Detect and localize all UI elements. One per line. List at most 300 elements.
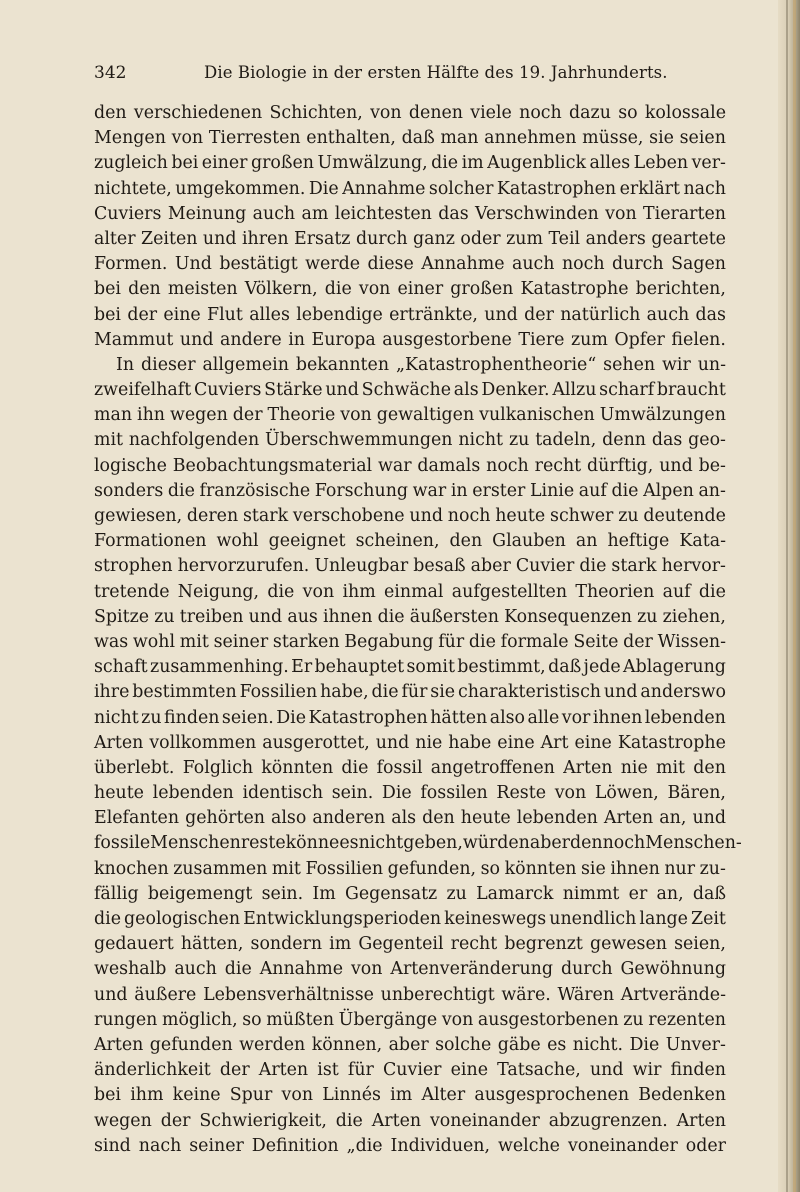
- word: vulkanischen: [479, 405, 595, 426]
- word: Im: [312, 883, 336, 904]
- word: Schichten,: [269, 103, 363, 123]
- word: scheinen,: [355, 531, 440, 552]
- word: deren: [186, 506, 239, 526]
- word: war: [377, 455, 412, 476]
- text-line: [94, 328, 726, 353]
- text-line: [94, 731, 726, 756]
- word: Völkern,: [244, 279, 318, 300]
- word: zu: [618, 506, 639, 526]
- text-line: [94, 580, 726, 605]
- word: lebenden: [516, 808, 598, 829]
- word: auch: [252, 203, 296, 224]
- word: Neigung,: [177, 581, 260, 602]
- word: welche: [498, 1135, 560, 1156]
- word: nur: [664, 858, 696, 879]
- word: ziehen,: [662, 606, 726, 627]
- word: nie: [415, 732, 443, 753]
- word: schwer: [550, 506, 614, 526]
- word: gäbe: [497, 1034, 541, 1055]
- word: anderswo: [640, 682, 726, 703]
- word: kolossale: [644, 103, 726, 123]
- word: sehen: [603, 354, 656, 375]
- word: abzugrenzen.: [548, 1110, 668, 1131]
- word: Arten: [371, 1110, 422, 1131]
- word: und: [325, 380, 359, 401]
- word: aus: [287, 606, 318, 627]
- word: von: [358, 279, 391, 300]
- word: eine: [450, 1060, 488, 1081]
- word: Bären,: [667, 783, 726, 804]
- word: Menschenreste: [150, 833, 286, 854]
- word: am: [301, 203, 329, 224]
- word: Die: [381, 783, 412, 804]
- word: ertränkte,: [389, 304, 478, 325]
- word: damals: [417, 455, 481, 476]
- word: sein.: [331, 783, 374, 804]
- word: könnten: [261, 757, 334, 778]
- text-line: [94, 126, 726, 151]
- word: finden: [164, 707, 220, 728]
- word: starken: [272, 631, 340, 652]
- word: Ablagerung: [623, 657, 726, 678]
- word: Arten: [563, 757, 613, 778]
- word: nachfolgenden: [128, 430, 260, 451]
- word: die: [468, 631, 496, 652]
- word: ausgestorbenen: [477, 1009, 619, 1030]
- word: Spitze: [94, 606, 150, 627]
- word: Formen.: [94, 254, 168, 275]
- word: noch: [447, 506, 491, 526]
- text-line: [94, 957, 726, 982]
- word: also: [271, 808, 307, 829]
- word: zusammenhing.: [150, 657, 289, 678]
- word: bekannten: [295, 354, 390, 375]
- word: ganz: [413, 228, 455, 249]
- word: nicht: [94, 707, 139, 728]
- word: dazu: [569, 103, 611, 123]
- word: die: [377, 606, 405, 627]
- word: Fossilien: [305, 858, 384, 879]
- word: unendlich: [549, 909, 637, 929]
- word: braucht: [656, 380, 726, 401]
- word: und: [603, 682, 638, 703]
- word: alle: [527, 707, 560, 728]
- page-number: 342: [94, 63, 127, 83]
- word: Begabung: [344, 631, 434, 652]
- word: gefunden: [149, 1034, 233, 1055]
- word: er: [628, 883, 648, 904]
- word: Arten: [676, 1110, 726, 1131]
- word: Schwierigkeit,: [199, 1110, 327, 1131]
- word: geeignet: [268, 531, 346, 552]
- word: annehmen: [484, 128, 577, 149]
- word: Elefanten: [94, 808, 180, 829]
- word: dieser: [141, 354, 196, 375]
- word: seien.: [221, 707, 274, 728]
- text-line: [94, 454, 726, 479]
- word: nach: [683, 178, 726, 199]
- word: nicht.: [572, 1034, 624, 1055]
- word: vor: [561, 707, 591, 728]
- word: somit: [406, 657, 455, 678]
- word: wohl: [216, 531, 259, 552]
- word: voneinander: [429, 1110, 540, 1131]
- word: viele: [470, 103, 512, 123]
- word: dennoch: [569, 833, 646, 854]
- word: können,: [311, 1034, 383, 1055]
- text-line: [94, 882, 726, 907]
- text-line: [94, 277, 726, 302]
- word: zu: [141, 707, 162, 728]
- word: zugleich: [94, 153, 168, 174]
- word: großen: [250, 153, 314, 174]
- text-line: [94, 605, 726, 630]
- word: rezenten: [648, 1009, 726, 1030]
- word: Folglich: [182, 757, 254, 778]
- word: treiben: [179, 606, 244, 627]
- word: ihn: [137, 405, 166, 426]
- word: verschobene: [292, 506, 405, 526]
- word: als: [391, 808, 417, 829]
- word: wir: [632, 1060, 662, 1081]
- word: es: [339, 833, 359, 854]
- word: dürftig,: [587, 455, 654, 476]
- word: als: [453, 380, 479, 401]
- text-line: [94, 655, 726, 680]
- word: von: [441, 1009, 474, 1030]
- word: behauptet: [314, 657, 405, 678]
- word: hervor-: [661, 556, 726, 577]
- text-line: [94, 504, 726, 529]
- word: anderen: [312, 808, 386, 829]
- word: fossil: [376, 757, 423, 778]
- text-line: [94, 554, 726, 579]
- word: anders: [585, 228, 646, 249]
- word: un-: [697, 354, 726, 375]
- text-line: [94, 706, 726, 731]
- word: Katastrophe: [520, 279, 629, 300]
- text-line: [94, 1083, 726, 1108]
- word: die: [579, 556, 607, 577]
- text-line: [94, 781, 726, 806]
- word: zu: [154, 606, 175, 627]
- word: sondern: [250, 934, 323, 955]
- word: erklärt: [619, 178, 680, 199]
- text-line: [94, 177, 726, 202]
- word: wegen: [170, 405, 228, 426]
- word: be-: [698, 455, 726, 476]
- word: keineswegs: [444, 909, 547, 929]
- word: ihnen: [322, 606, 373, 627]
- word: angetroffenen: [430, 757, 555, 778]
- word: heftige: [607, 531, 670, 552]
- word: gedauert: [94, 934, 174, 955]
- word: Flut: [207, 304, 243, 325]
- word: es: [547, 1034, 567, 1055]
- word: Tatsache,: [497, 1060, 581, 1081]
- word: diese: [367, 254, 414, 275]
- word: werden: [239, 1034, 306, 1055]
- word: enthalten,: [306, 128, 396, 149]
- word: die: [335, 1110, 363, 1131]
- word: Formationen: [94, 531, 207, 552]
- word: Alter: [421, 1085, 466, 1106]
- word: sonders: [94, 480, 164, 501]
- word: so: [618, 103, 638, 123]
- word: mit: [655, 757, 686, 778]
- word: fielen.: [671, 329, 726, 350]
- word: Linie: [530, 480, 575, 501]
- word: zu: [446, 883, 467, 904]
- word: Sagen: [671, 254, 726, 275]
- word: Gewöhnung: [620, 959, 726, 980]
- word: einer: [201, 153, 248, 174]
- word: möglich,: [161, 1009, 238, 1030]
- word: Katastrophen: [308, 707, 428, 728]
- word: französische: [199, 480, 311, 501]
- word: heute: [94, 783, 144, 804]
- word: meisten: [167, 279, 238, 300]
- text-line: [94, 1109, 726, 1134]
- text-line: [94, 831, 742, 856]
- text-line: [94, 630, 726, 655]
- word: voneinander: [567, 1135, 678, 1156]
- word: verschiedenen: [133, 103, 263, 123]
- word: berichten,: [635, 279, 726, 300]
- word: Seite: [573, 631, 619, 652]
- word: die: [167, 480, 195, 501]
- word: mit: [94, 430, 124, 451]
- word: so: [480, 858, 501, 879]
- word: eine: [497, 732, 535, 753]
- word: recht: [534, 455, 582, 476]
- word: Mengen: [94, 128, 166, 149]
- word: beigemengt: [147, 883, 253, 904]
- word: stark: [611, 556, 657, 577]
- text-line: [94, 932, 726, 957]
- word: einer: [397, 279, 444, 300]
- word: die: [698, 581, 726, 602]
- word: einmal: [384, 581, 444, 602]
- word: habe,: [320, 682, 369, 703]
- word: „Katastrophentheorie“: [395, 354, 597, 375]
- word: müsse,: [582, 128, 644, 149]
- word: ihre: [94, 682, 130, 703]
- word: seiner: [189, 1135, 244, 1156]
- text-line: [94, 353, 726, 378]
- word: in: [288, 329, 305, 350]
- word: Tierarten: [643, 203, 726, 224]
- word: Linnés: [322, 1085, 381, 1106]
- word: daß: [401, 128, 435, 149]
- word: allgemein: [202, 354, 289, 375]
- word: seiner: [213, 631, 269, 652]
- word: im: [390, 1085, 413, 1106]
- text-line: [94, 303, 726, 328]
- word: Tiere: [518, 329, 565, 350]
- word: Katastrophe: [617, 732, 726, 753]
- word: Gegensatz: [344, 883, 438, 904]
- word: gehörten: [185, 808, 265, 829]
- word: die: [324, 279, 352, 300]
- word: man: [440, 128, 479, 149]
- word: ist: [317, 1060, 339, 1081]
- word: Menschen-: [645, 833, 742, 854]
- word: formale: [500, 631, 569, 652]
- word: finden: [670, 1060, 726, 1081]
- word: mit: [179, 631, 209, 652]
- word: hätten: [430, 707, 488, 728]
- word: stark: [242, 506, 289, 526]
- word: sie: [581, 858, 606, 879]
- word: sein.: [261, 883, 304, 904]
- word: Schwäche: [361, 380, 451, 401]
- word: der: [524, 304, 554, 325]
- word: tretende: [94, 581, 170, 602]
- word: ausgestorbene: [382, 329, 512, 350]
- word: Stärke: [264, 380, 323, 401]
- word: sind: [94, 1135, 131, 1156]
- word: Glauben: [492, 531, 566, 552]
- word: nimmt: [562, 883, 620, 904]
- text-line: [94, 252, 726, 277]
- word: Die: [308, 178, 339, 199]
- word: und: [409, 506, 443, 526]
- word: identisch: [242, 783, 324, 804]
- word: an-: [698, 480, 726, 501]
- word: die: [431, 153, 459, 174]
- word: Forschung: [314, 480, 409, 501]
- word: oder: [685, 1135, 726, 1156]
- word: war: [412, 480, 447, 501]
- word: Arten: [603, 808, 654, 829]
- word: Unleugbar: [314, 556, 409, 577]
- word: geo-: [688, 430, 726, 451]
- word: „die: [346, 1135, 383, 1156]
- word: Denker.: [481, 380, 550, 401]
- word: fällig: [94, 883, 139, 904]
- word: keine: [172, 1085, 221, 1106]
- word: für: [438, 631, 465, 652]
- word: aber: [470, 556, 511, 577]
- word: alles: [589, 153, 631, 174]
- word: heute: [460, 808, 511, 829]
- text-line: [94, 1134, 726, 1159]
- word: ihnen: [610, 858, 660, 879]
- word: ausgerottet,: [262, 732, 370, 753]
- word: durch: [355, 228, 408, 249]
- word: Definition: [251, 1135, 339, 1156]
- word: Cuviers: [193, 380, 262, 401]
- word: schaft: [94, 657, 148, 678]
- word: Spur: [229, 1085, 273, 1106]
- word: Europa: [311, 329, 376, 350]
- word: oder: [460, 228, 501, 249]
- word: zu-: [699, 858, 726, 879]
- word: könne: [285, 833, 340, 854]
- word: die: [94, 909, 121, 929]
- word: hervorzurufen.: [177, 556, 310, 577]
- word: sie: [649, 128, 674, 149]
- word: in: [450, 480, 468, 501]
- word: lebendige: [296, 304, 383, 325]
- word: und: [94, 984, 128, 1005]
- word: heute: [495, 506, 546, 526]
- word: nicht: [458, 430, 504, 451]
- word: weshalb: [94, 959, 167, 980]
- word: im: [461, 153, 484, 174]
- word: wäre.: [501, 984, 551, 1005]
- word: denn: [602, 430, 646, 451]
- word: wegen: [94, 1110, 152, 1131]
- word: ihren: [241, 228, 289, 249]
- word: von: [171, 128, 204, 149]
- word: charakteristisch: [457, 682, 602, 703]
- word: natürlich: [560, 304, 641, 325]
- word: Arten: [94, 1034, 144, 1055]
- word: Bedenken: [638, 1085, 726, 1106]
- word: Katastrophen: [496, 178, 617, 199]
- word: würden: [462, 833, 530, 854]
- word: Arten: [94, 732, 144, 753]
- word: bestimmt,: [457, 657, 546, 678]
- word: wohl: [132, 631, 176, 652]
- word: alter: [94, 228, 136, 249]
- word: im: [329, 934, 352, 955]
- word: und: [589, 1060, 624, 1081]
- word: eine: [163, 304, 201, 325]
- word: Arten: [258, 1060, 309, 1081]
- word: und: [248, 606, 283, 627]
- word: rungen: [94, 1009, 158, 1030]
- page-edge-line: [786, 0, 788, 1192]
- word: sie: [430, 682, 456, 703]
- word: Entwicklungsperioden: [243, 909, 442, 929]
- word: der: [623, 631, 653, 652]
- word: Allzu: [552, 380, 597, 401]
- word: die: [611, 480, 639, 501]
- word: Beobachtungsmaterial: [172, 455, 373, 476]
- word: Individuen,: [390, 1135, 491, 1156]
- word: Wissen-: [657, 631, 726, 652]
- word: den: [94, 103, 127, 123]
- word: strophen: [94, 556, 173, 577]
- text-line: [94, 403, 726, 428]
- word: mit: [271, 858, 301, 879]
- word: Und: [174, 254, 212, 275]
- word: Theorie: [267, 405, 336, 426]
- word: die: [267, 581, 295, 602]
- word: andere: [220, 329, 282, 350]
- word: Tierresten: [208, 128, 301, 149]
- word: zum: [571, 329, 608, 350]
- word: Leben: [633, 153, 689, 174]
- word: tadeln,: [535, 430, 597, 451]
- word: müßten: [266, 1009, 335, 1030]
- word: fossilen: [420, 783, 488, 804]
- word: Teil: [548, 228, 581, 249]
- word: was: [94, 631, 129, 652]
- word: logische: [94, 455, 167, 476]
- word: äußersten: [409, 606, 499, 627]
- word: Cuvier: [383, 1060, 442, 1081]
- word: Die: [629, 1034, 660, 1055]
- word: denen: [408, 103, 464, 123]
- word: Artenveränderung: [390, 959, 554, 980]
- word: der: [232, 405, 263, 426]
- word: zusammen: [173, 858, 268, 879]
- word: Annahme: [421, 254, 505, 275]
